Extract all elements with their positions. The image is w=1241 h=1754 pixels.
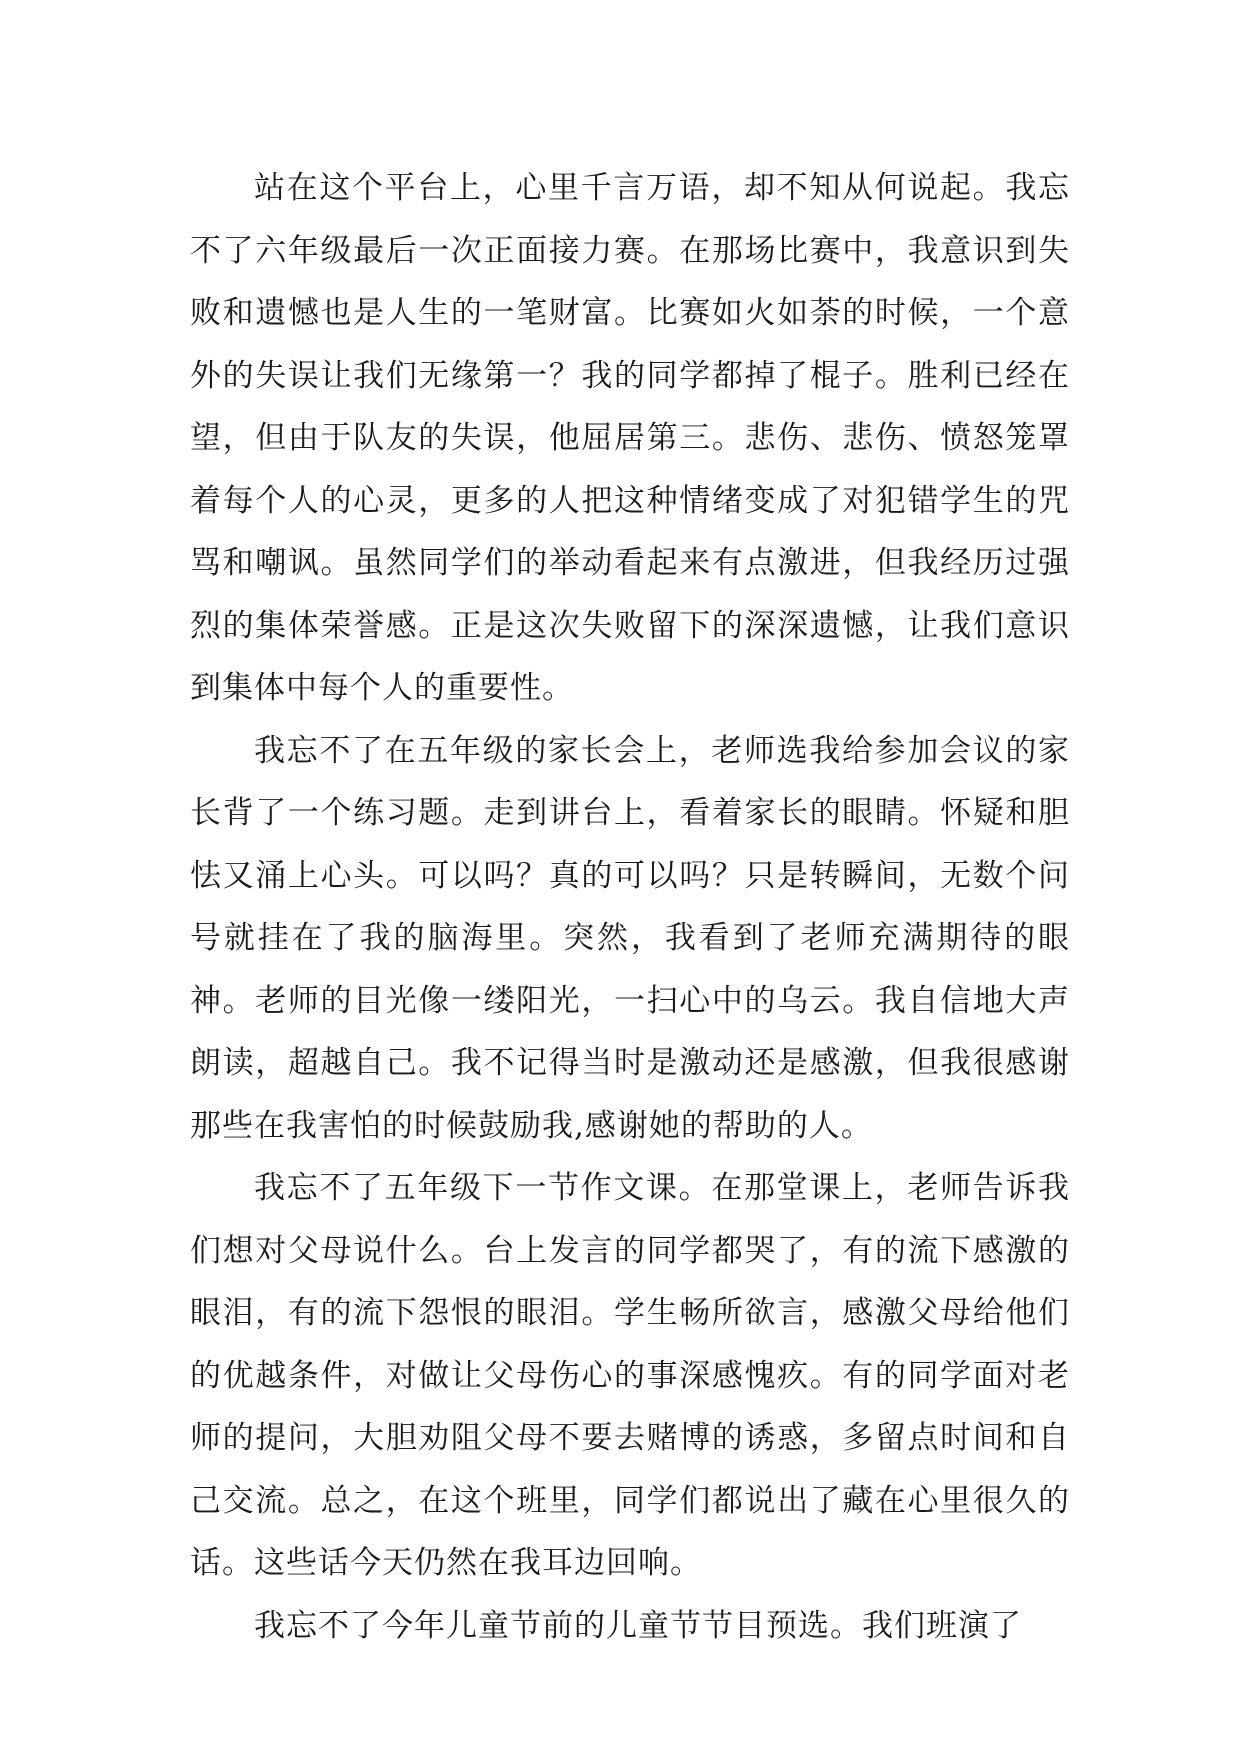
paragraph-childrens-day: 我忘不了今年儿童节前的儿童节节目预选。我们班演了 xyxy=(254,1607,1022,1644)
paragraph-relay-race: 站在这个平台上，心里千言万语，却不知从何说起。我忘不了六年级最后一次正面接力赛。在那场比赛中，我意识到失败和遗憾也是人生的一笔财富。比赛如火如荼的时候，一个意外的失误让我们无缘第一？我的同学都掉了棍子。胜利已经在望，但由于队友的失误，他屈居第三。悲伤、悲伤、愤怒笼罩着每个人的心灵，更多的人把这种情绪变成了对犯错学生的咒骂和嘲讽。虽然同学们的举动看起来有点激进，但我经历过强烈的集体荣誉感。正是这次失败留下的深深遗憾，让我们意识到集体中每个人的重要性。 xyxy=(190,170,1070,706)
document-body xyxy=(190,157,1070,1657)
paragraph-parent-meeting: 我忘不了在五年级的家长会上，老师选我给参加会议的家长背了一个练习题。走到讲台上，看着家长的眼睛。怀疑和胆怯又涌上心头。可以吗？真的可以吗？只是转瞬间，无数个问号就挂在了我的脑海里。突然，我看到了老师充满期待的眼神。老师的目光像一缕阳光，一扫心中的乌云。我自信地大声朗读，超越自己。我不记得当时是激动还是感激，但我很感谢那些在我害怕的时候鼓励我,感谢她的帮助的人。 xyxy=(190,732,1070,1144)
paragraph-composition-class: 我忘不了五年级下一节作文课。在那堂课上，老师告诉我们想对父母说什么。台上发言的同学都哭了，有的流下感激的眼泪，有的流下怨恨的眼泪。学生畅所欲言，感激父母给他们的优越条件，对做让父母伤心的事深感愧疚。有的同学面对老师的提问，大胆劝阻父母不要去赌博的诱惑，多留点时间和自己交流。总之，在这个班里，同学们都说出了藏在心里很久的话。这些话今天仍然在我耳边回响。 xyxy=(190,1170,1070,1581)
